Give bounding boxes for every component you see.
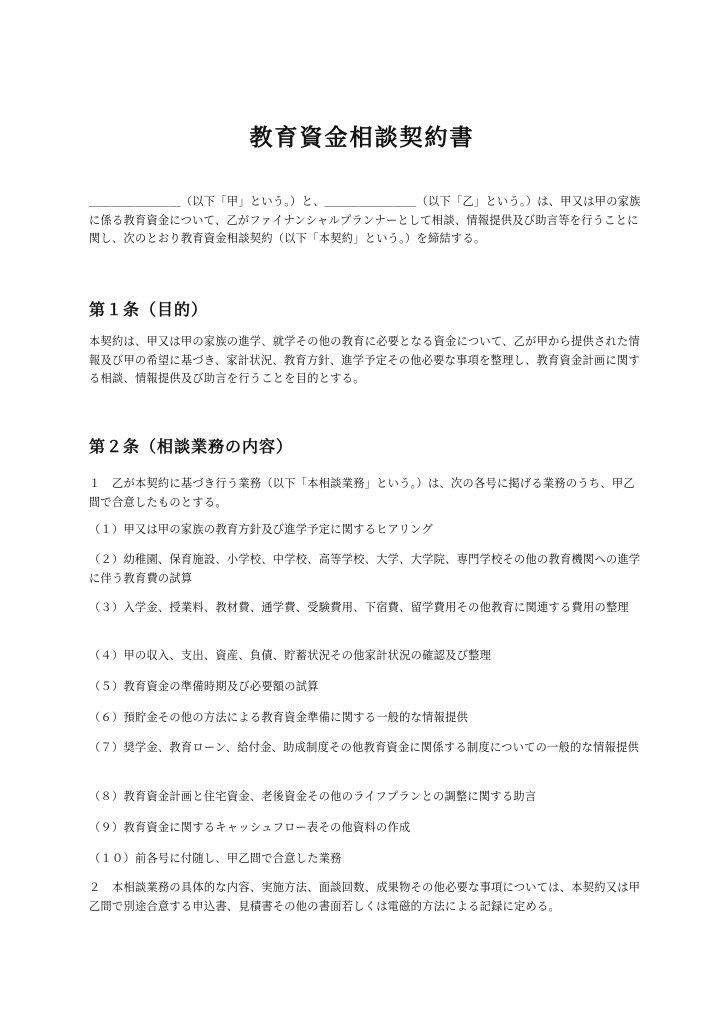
- preamble-text: ＿＿＿＿＿＿＿＿（以下「甲」という。）と、＿＿＿＿＿＿＿＿（以下「乙」という。）は、甲又は甲の家族に係る教育資金について、乙がファイナンシャルプランナーとして相談、情報提供及び助言等を行うことに関し、次のとおり教育資金相談契約（以下「本契約」という。）を締結する。: [89, 195, 641, 245]
- list-item: （２）幼稚園、保育施設、小学校、中学校、高等学校、大学、大学院、専門学校その他の教育機関への進学に伴う教育費の試算: [89, 553, 641, 585]
- article-2-paragraph-2: ２ 本相談業務の具体的な内容、実施方法、面談回数、成果物その他必要な事項については、本契約又は甲乙間で別途合意する申込書、見積書その他の書面若しくは電磁的方法による記録に定める。: [89, 881, 641, 913]
- list-item: （５）教育資金の準備時期及び必要額の試算: [89, 680, 319, 693]
- list-item: （１０）前各号に付随し、甲乙間で合意した業務: [89, 852, 342, 865]
- article-1-heading: 第１条（目的）: [89, 300, 209, 319]
- document-title: 教育資金相談契約書: [249, 125, 475, 151]
- list-item: （９）教育資金に関するキャッシュフロー表その他資料の作成: [89, 821, 411, 834]
- article-2-paragraph-1: １ 乙が本契約に基づき行う業務（以下「本相談業務」という。）は、次の各号に掲げる業務のうち、甲乙間で合意したものとする。: [89, 477, 635, 509]
- list-item: （４）甲の収入、支出、資産、負債、貯蓄状況その他家計状況の確認及び整理: [89, 649, 492, 662]
- list-item: （８）教育資金計画と住宅資金、老後資金その他のライフプランとの調整に関する助言: [89, 790, 537, 803]
- list-item: （６）預貯金その他の方法による教育資金準備に関する一般的な情報提供: [89, 711, 469, 724]
- article-2-heading: 第２条（相談業務の内容）: [89, 437, 294, 456]
- list-item: （１）甲又は甲の家族の教育方針及び進学予定に関するヒアリング: [89, 523, 433, 536]
- list-item: （７）奨学金、教育ローン、給付金、助成制度その他教育資金に関係する制度についての一般的な情報提供: [89, 741, 640, 754]
- list-item: （３）入学金、授業料、教材費、通学費、受験費用、下宿費、留学費用その他教育に関連する費用の整理: [89, 601, 629, 614]
- article-1-body: 本契約は、甲又は甲の家族の進学、就学その他の教育に必要となる資金について、乙が甲から提供された情報及び甲の希望に基づき、家計状況、教育方針、進学予定その他必要な事項を整理し、教育資金計画に関する相談、情報提供及び助言を行うことを目的とする。: [89, 335, 640, 385]
